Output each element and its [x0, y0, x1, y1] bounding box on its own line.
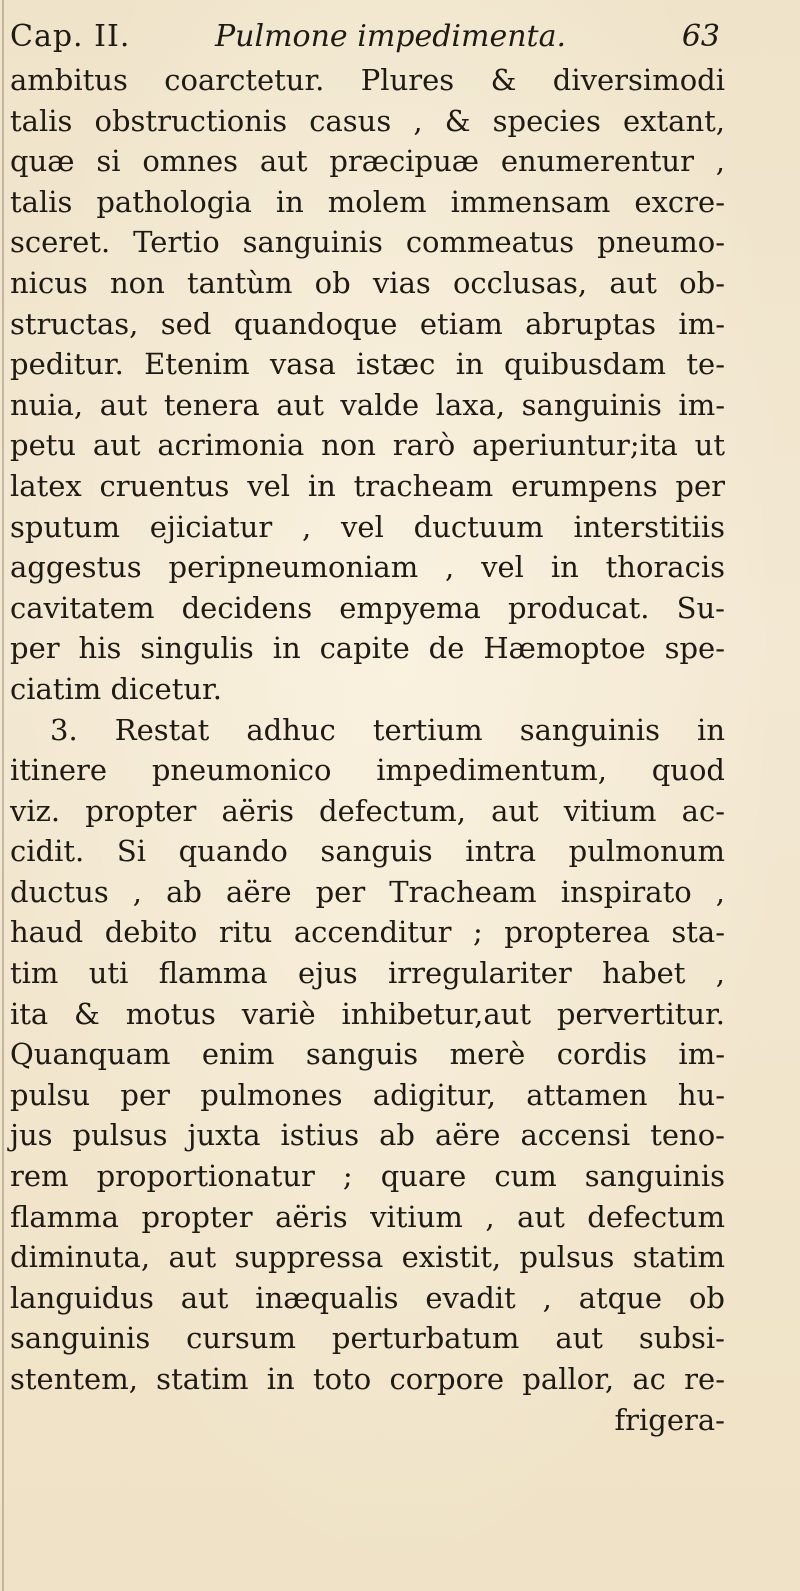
text-line: ambitus coarctetur. Plures & diversimodi [10, 63, 725, 97]
body-text [10, 60, 725, 1440]
running-head [10, 14, 720, 60]
text-line: Quanquam enim sanguis merè cordis im- [10, 1037, 725, 1072]
text-line: petu aut acrimonia non rarò aperiuntur;ita ut [10, 428, 725, 463]
text-line: viz. propter aëris defectum, aut vitium ac- [10, 793, 725, 828]
text-line: sanguinis cursum perturbatum aut subsi- [10, 1321, 725, 1356]
text-line: quæ si omnes aut præcipuæ enumerentur , [10, 144, 725, 179]
chapter-label: Cap. II. [10, 19, 131, 54]
text-line: nuia, aut tenera aut valde laxa, sanguinis im- [10, 387, 725, 422]
text-line: structas, sed quandoque etiam abruptas im- [10, 306, 725, 341]
text-line: flamma propter aëris vitium , aut defectum [10, 1199, 725, 1234]
text-line: itinere pneumonico impedimentum, quod [10, 753, 725, 788]
text-line: ductus , ab aëre per Tracheam inspirato , [10, 874, 725, 909]
text-line: cidit. Si quando sanguis intra pulmonum [10, 834, 725, 869]
catchword: frigera- [614, 1402, 725, 1437]
text-line: peditur. Etenim vasa istæc in quibusdam te- [10, 347, 725, 382]
page-number: 63 [681, 19, 720, 54]
text-line: ciatim dicetur. [10, 671, 222, 706]
text-line: aggestus peripneumoniam , vel in thoracis [10, 550, 725, 585]
text-line: talis pathologia in molem immensam excre- [10, 184, 725, 219]
running-title: Pulmone impedimenta. [215, 19, 567, 54]
text-line: tim uti flamma ejus irregulariter habet , [10, 956, 725, 991]
text-line: latex cruentus vel in tracheam erumpens per [10, 468, 725, 503]
text-line: languidus aut inæqualis evadit , atque ob [10, 1280, 725, 1315]
text-line: nicus non tantùm ob vias occlusas, aut ob- [10, 265, 725, 300]
paragraph-start-line: 3. Restat adhuc tertium sanguinis in [50, 712, 725, 747]
text-line: haud debito ritu accenditur ; propterea sta- [10, 915, 725, 950]
text-line: jus pulsus juxta istius ab aëre accensi teno- [10, 1118, 725, 1153]
text-line: pulsu per pulmones adigitur, attamen hu- [10, 1077, 725, 1112]
text-line: sceret. Tertio sanguinis commeatus pneumo- [10, 225, 725, 260]
text-line: ita & motus variè inhibetur,aut pervertitur. [10, 996, 725, 1031]
text-line: talis obstructionis casus , & species extant, [10, 103, 725, 138]
text-line: cavitatem decidens empyema producat. Su- [10, 590, 725, 625]
text-line: stentem, statim in toto corpore pallor, ac re- [10, 1362, 725, 1396]
text-line: rem proportionatur ; quare cum sanguinis [10, 1159, 725, 1194]
page-edge-shadow [2, 0, 4, 1591]
text-line: sputum ejiciatur , vel ductuum interstitiis [10, 509, 725, 544]
text-line: per his singulis in capite de Hæmoptoe spe- [10, 631, 725, 666]
text-line: diminuta, aut suppressa existit, pulsus statim [10, 1240, 725, 1275]
